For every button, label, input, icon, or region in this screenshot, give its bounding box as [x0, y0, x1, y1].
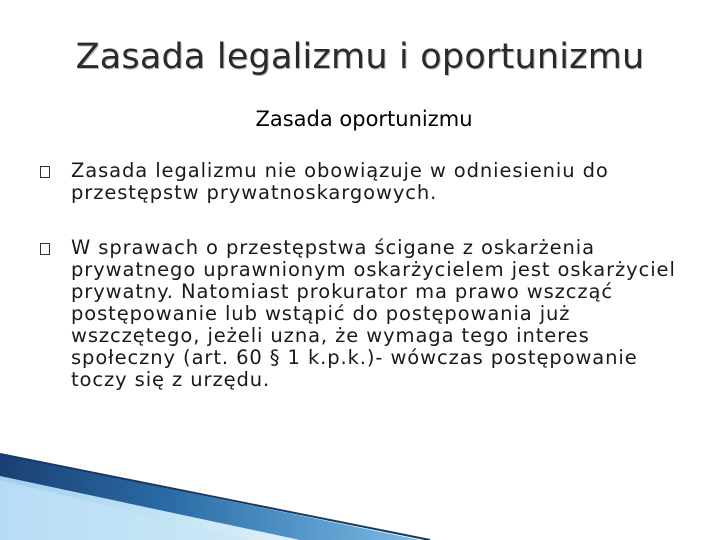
slide-subtitle: Zasada oportunizmu: [255, 107, 473, 131]
checkbox-bullet-icon: [40, 243, 50, 255]
bullet-text: W sprawach o przestępstwa ścigane z oskarżenia prywatnego uprawnionym oskarżycielem jest oskarżyciel prywatny. Natomiast prokurator ma prawo wszcząć postępowanie lub wstąpić do postępowania już wszczętego, jeżeli uzna, że wymaga tego interes społeczny (art. 60 § 1 k.p.k.)- wówczas postępowanie toczy się z urzędu.: [71, 236, 676, 391]
decorative-wave-graphic: [0, 440, 720, 540]
checkbox-bullet-icon: [40, 166, 50, 178]
bullet-list: [40, 160, 680, 391]
slide-title: Zasada legalizmu i oportunizmu: [75, 37, 645, 77]
bullet-text: Zasada legalizmu nie obowiązuje w odniesieniu do przestępstw prywatnoskargowych.: [71, 159, 609, 204]
bullet-item: [40, 237, 680, 391]
bullet-item: [40, 160, 680, 204]
